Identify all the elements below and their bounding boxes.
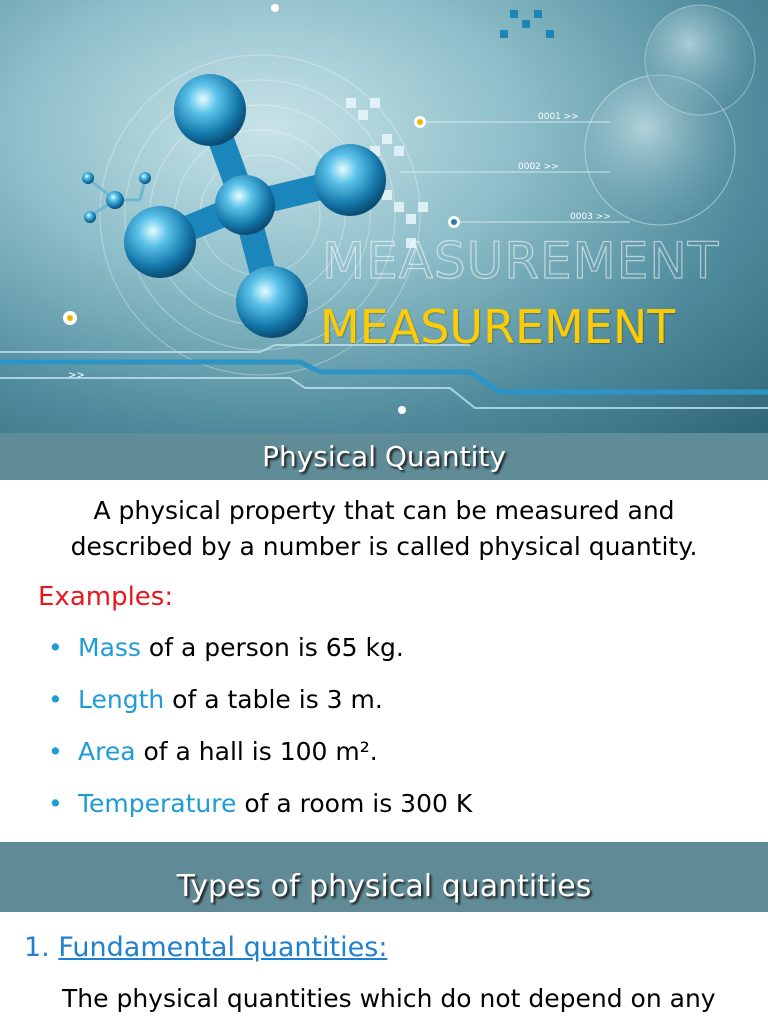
code-label: 0002 >>: [518, 162, 559, 172]
fundamental-description: The physical quantities which do not depend on any: [62, 984, 716, 1013]
item-term: Temperature: [78, 789, 237, 818]
molecule-icon: [124, 74, 386, 338]
fundamental-quantities-label: Fundamental quantities:: [58, 932, 388, 963]
examples-label: Examples:: [38, 582, 174, 612]
list-item: [48, 628, 472, 680]
bullet-dot-icon: •: [48, 789, 63, 818]
arrow-label: >>: [68, 370, 85, 381]
code-label: 0003 >>: [570, 212, 611, 222]
list-number: 1.: [24, 932, 50, 963]
bullet-dot-icon: •: [48, 633, 63, 662]
section-heading-physical-quantity: Physical Quantity: [0, 433, 768, 480]
bullet-dot-icon: •: [48, 685, 63, 714]
fundamental-heading: [24, 932, 387, 963]
item-term: Area: [78, 737, 136, 766]
code-label: 0001 >>: [538, 112, 579, 122]
definition-line: described by a number is called physical quantity.: [70, 532, 698, 561]
item-text: of a hall is 100 m².: [135, 737, 378, 766]
list-item: [48, 680, 472, 732]
definition-text: [0, 493, 768, 565]
section-heading-text: Types of physical quantities: [176, 869, 592, 904]
item-term: Mass: [78, 633, 141, 662]
title-outline: MEASUREMENT: [322, 232, 720, 290]
item-text: of a person is 65 kg.: [140, 633, 404, 662]
item-text: of a table is 3 m.: [164, 685, 383, 714]
item-text: of a room is 300 K: [236, 789, 473, 818]
examples-list: [48, 628, 472, 836]
bullet-dot-icon: •: [48, 737, 63, 766]
item-term: Length: [78, 685, 165, 714]
definition-line: A physical property that can be measured and: [93, 496, 675, 525]
list-item: [48, 784, 472, 836]
page-title: MEASUREMENT: [320, 300, 676, 354]
title-banner: [0, 0, 768, 433]
tech-background: [0, 0, 768, 433]
list-item: [48, 732, 472, 784]
section-heading-types: [0, 842, 768, 912]
